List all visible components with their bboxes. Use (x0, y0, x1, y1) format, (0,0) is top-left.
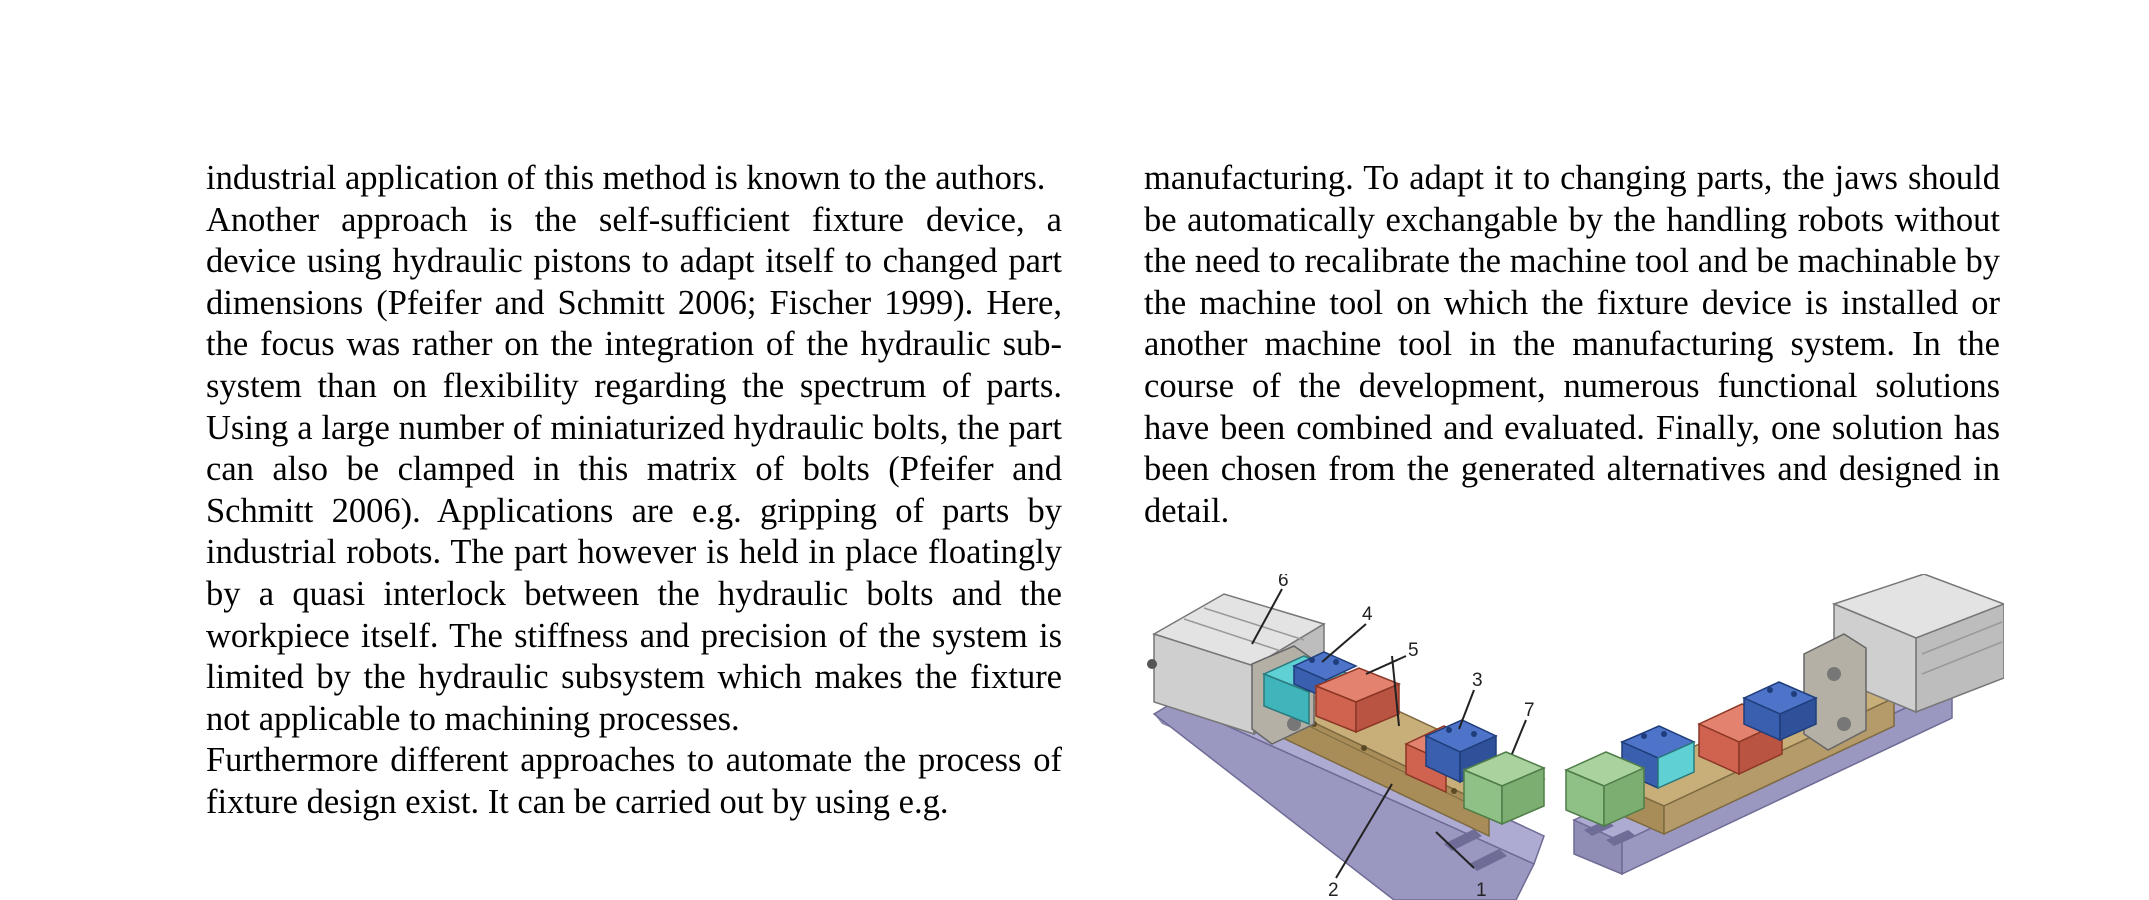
figure-label-4: 4 (1362, 604, 1373, 625)
fixture-device-illustration (1144, 574, 2004, 900)
figure-label-5: 5 (1408, 640, 1419, 661)
figure-label-1: 1 (1476, 880, 1487, 900)
paragraph-continuation: industrial application of this method is known to the authors. (206, 159, 1046, 197)
figure-label-3: 3 (1472, 670, 1483, 691)
paragraph-self-sufficient-fixture: Another approach is the self-sufficient fixture device, a device using hydraulic pistons to adapt itself to changed part dimensions (Pfeifer and Schmitt 2006; Fischer 1999). Here, the focus was rather on the integration of the hydraulic sub-system than on flexibility regarding the spectrum of parts. Using a large number of miniaturized hydraulic bolts, the part can also be clamped in this matrix of bolts (Pfeifer and Schmitt 2006). Applications are e.g. gripping of parts by industrial robots. The part however is held in place floatingly by a quasi interlock between the hydraulic bolts and the workpiece itself. The stiffness and precision of the system is limited by the hydraulic subsystem which makes the fixture not applicable to machining processes. (206, 200, 1062, 738)
figure-label-6: 6 (1278, 574, 1289, 591)
right-assembly (1566, 574, 2004, 874)
paragraph-manufacturing: manufacturing. To adapt it to changing parts, the jaws should be automatically exchangable by the handling robots without the need to recalibrate the machine tool and be machinable by the machine tool on which the fixture device is installed or another machine tool in the manufacturing system. In the course of the development, numerous functional solutions have been combined and evaluated. Finally, one solution has been chosen from the generated alternatives and designed in detail. (1144, 159, 2000, 530)
right-column (1144, 158, 2000, 532)
figure-label-2: 2 (1328, 880, 1339, 900)
fixture-device-figure (1144, 574, 2004, 900)
left-assembly (1147, 574, 1544, 900)
left-column (206, 158, 1062, 824)
figure-label-7: 7 (1524, 700, 1535, 721)
paragraph-fixture-design-automation: Furthermore different approaches to automate the process of fixture design exist. It can be carried out by using e.g. (206, 741, 1062, 821)
